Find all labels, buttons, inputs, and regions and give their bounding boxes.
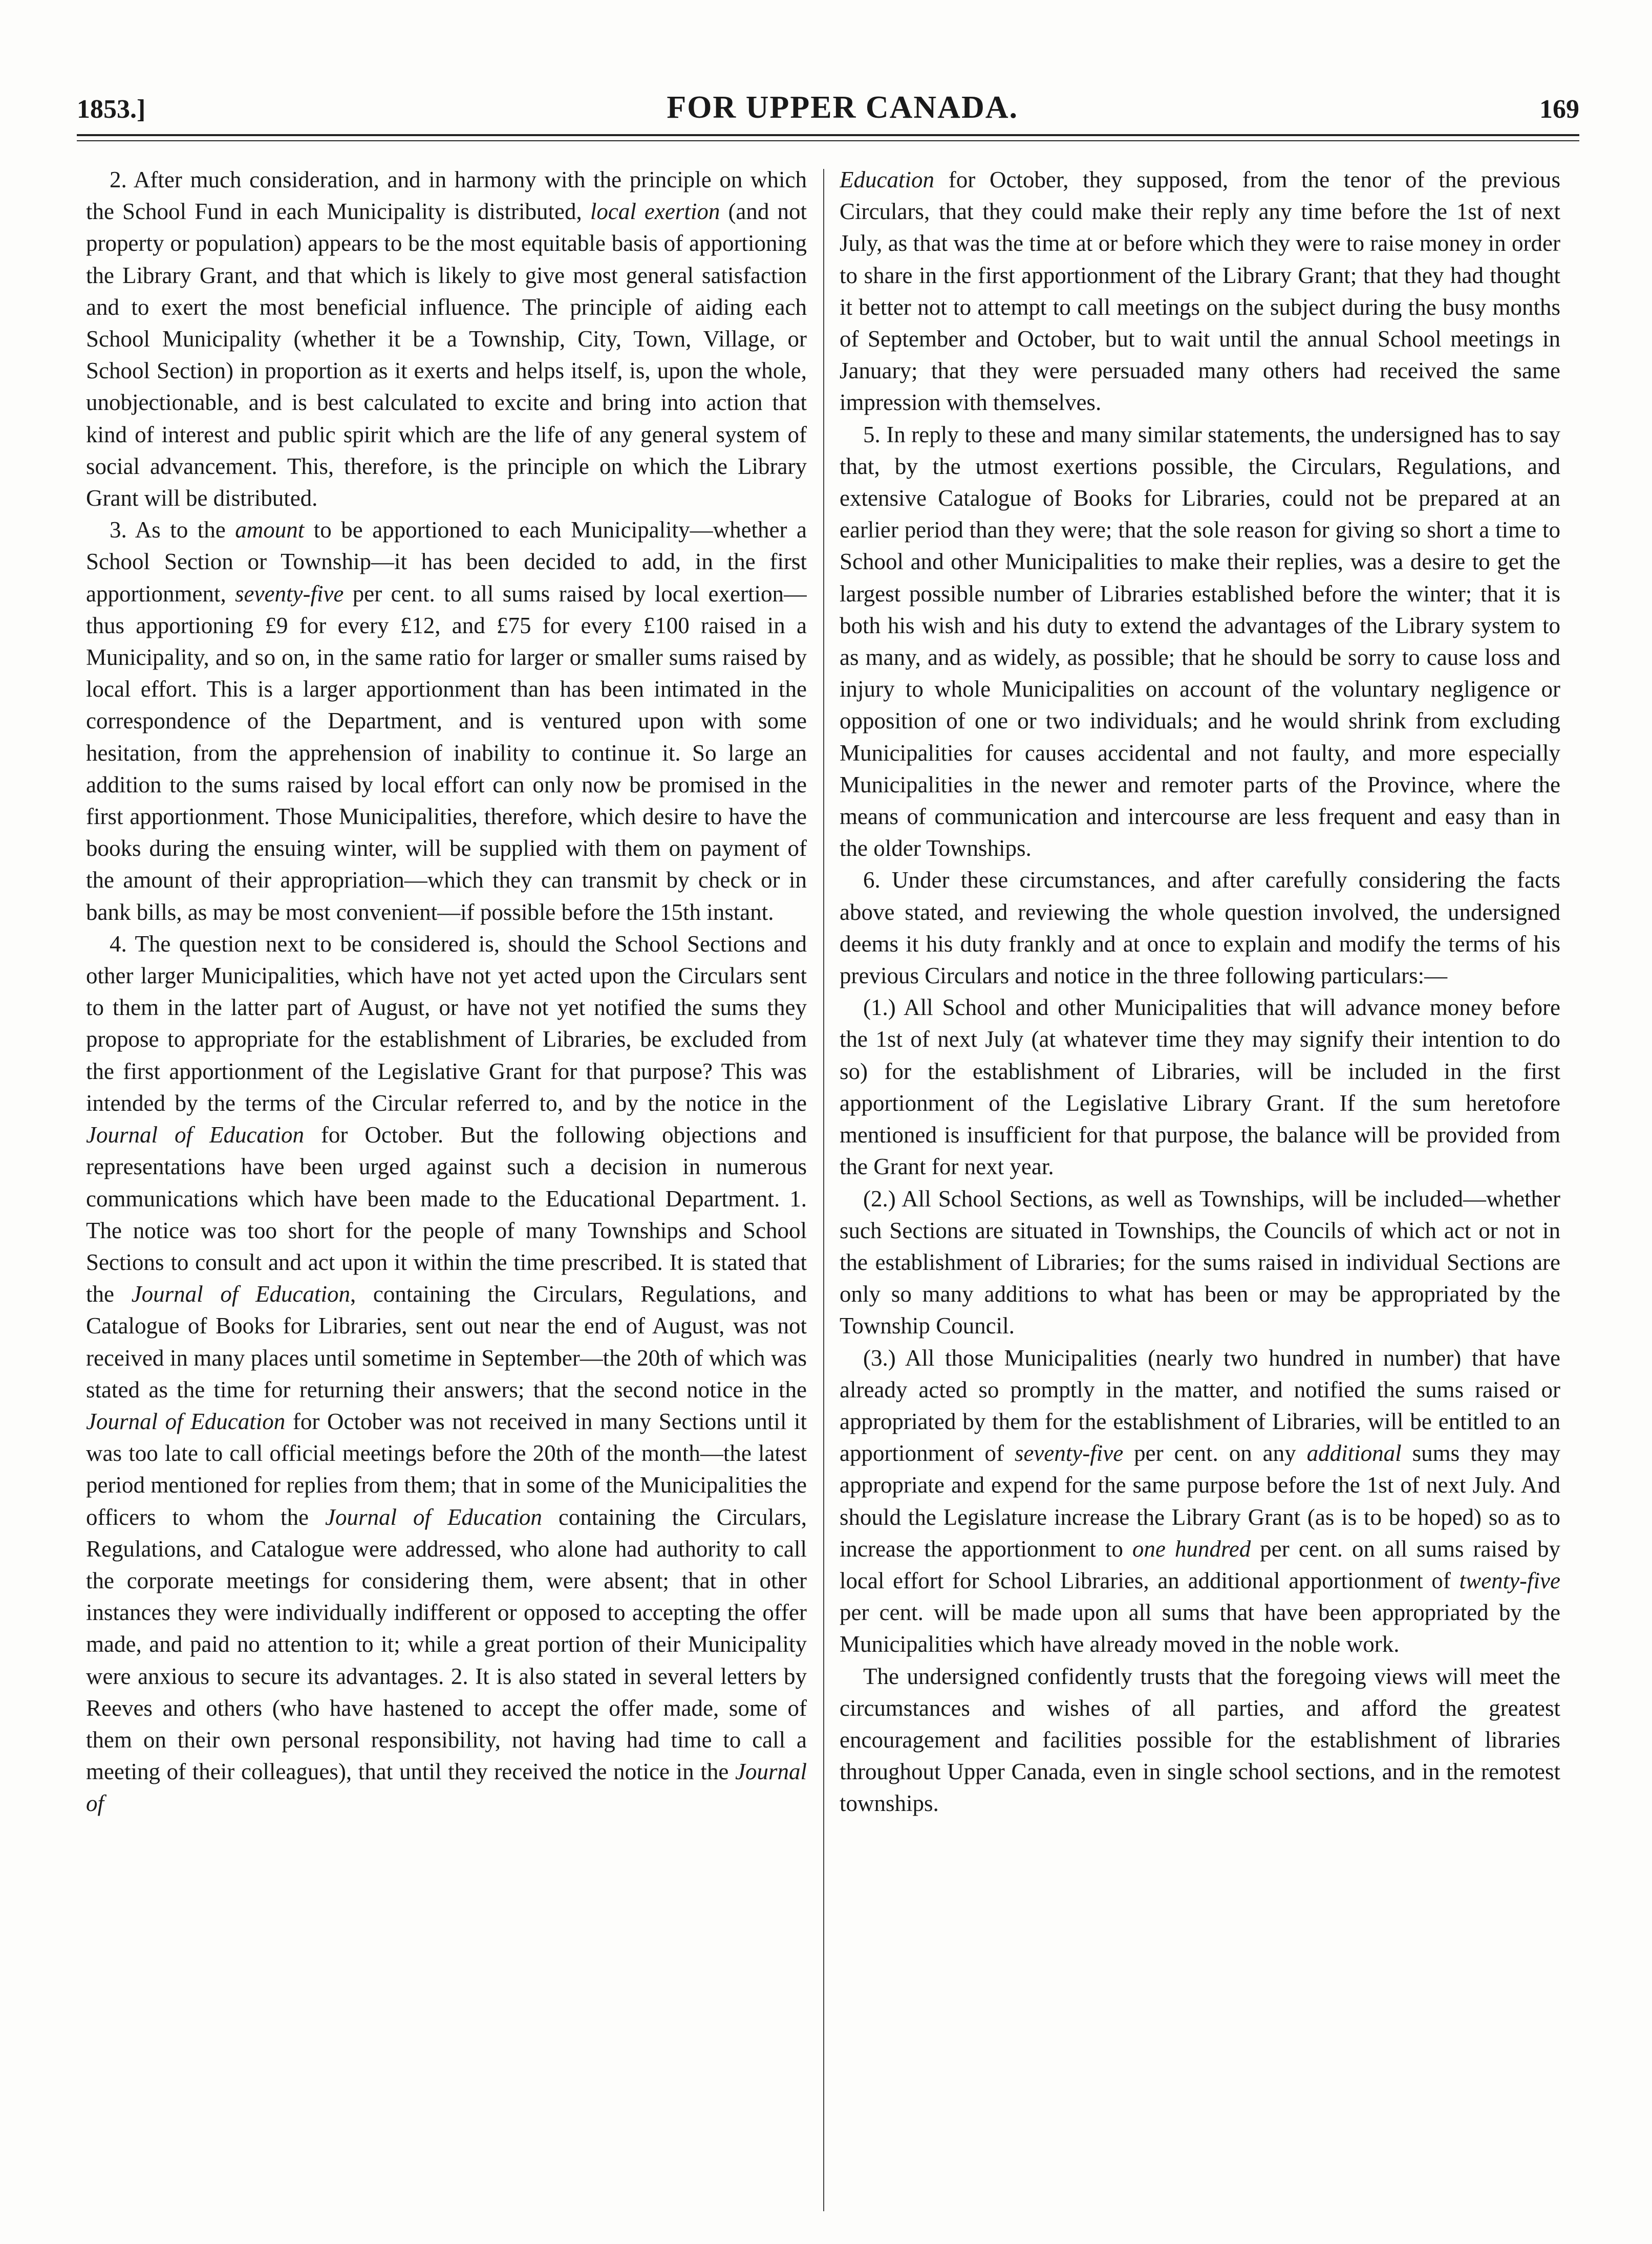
header-rule-thin (77, 140, 1579, 141)
page-number: 169 (1539, 95, 1579, 124)
paragraph-6-item-1: (1.) All School and other Municipalities that will advance money before the 1st of next July (at whatever time they may signify their intention to do so) for the establishment of Libraries, will be included in the first apportionment of the Legislative Library Grant. If the sum heretofore mentioned is insufficient for that purpose, the balance will be provided from the Grant for next year. (840, 995, 1560, 1180)
closing-paragraph: The undersigned confidently trusts that the foregoing views will meet the circumstances and wishes of all parties, and afford the greatest encouragement and facilities possible for the establishment of libraries throughout Upper Canada, even in single school sections, and in the remotest townships. (840, 1663, 1560, 1817)
column-divider (823, 169, 824, 2211)
paragraph-2: 2. After much consideration, and in harmony with the principle on which the School Fund in each Municipality is distributed, local exertion (and not property or population) appears to be the most equitable basis of apportioning the Library Grant, and that which is likely to give most general satisfaction and to exert the most beneficial influence. The principle of aiding each School Municipality (whether it be a Township, City, Town, Village, or School Section) in proportion as it exerts and helps itself, is, upon the whole, unobjectionable, and is best calculated to excite and bring into action that kind of interest and public spirit which are the life of any general system of social advancement. This, therefore, is the principle on which the Library Grant will be distributed. (86, 167, 807, 511)
paragraph-6-item-3: (3.) All those Municipalities (nearly two hundred in number) that have already acted so promptly in the matter, and notified the sums raised or appropriated by them for the establishment of Libraries, will be entitled to an apportionment of seventy-five per cent. on any additional sums they may appropriate and expend for the same purpose before the 1st of next July. And should the Legislature increase the Library Grant (as is to be hoped) so as to increase the apportionment to one hundred per cent. on all sums raised by local effort for School Libraries, an additional apportionment of twenty-five per cent. will be made upon all sums that have been appropriated by the Municipalities which have already moved in the noble work. (840, 1345, 1560, 1657)
paragraph-4-continued: Education for October, they supposed, from the tenor of the previous Circulars, that they could make their reply any time before the 1st of next July, as that was the time at or before which they were to raise money in order to share in the first apportionment of the Library Grant; that they had thought it better not to attempt to call meetings on the subject during the busy months of September and October, but to wait until the annual School meetings in January; that they were persuaded many others had received the same impression with themselves. (840, 167, 1560, 416)
paragraph-3: 3. As to the amount to be apportioned to each Municipality—whether a School Section or Township—it has been decided to add, in the first apportionment, seventy-five per cent. to all sums raised by local exertion—thus apportioning £9 for every £12, and £75 for every £100 raised in a Municipality, and so on, in the same ratio for larger or smaller sums raised by local effort. This is a larger apportionment than has been intimated in the correspondence of the Department, and is ventured upon with some hesitation, from the apprehension of inability to continue it. So large an addition to the sums raised by local effort can only now be promised in the first apportionment. Those Municipalities, therefore, which desire to have the books during the ensuing winter, will be supplied with them on payment of the amount of their appropriation—which they can transmit by check or in bank bills, as may be most convenient—if possible before the 15th instant. (86, 517, 807, 925)
paragraph-4: 4. The question next to be considered is, should the School Sections and other larger Municipalities, which have not yet acted upon the Circulars sent to them in the latter part of August, or have not yet notified the sums they propose to appropriate for the establishment of Libraries, be excluded from the first apportionment of the Legislative Grant for that purpose? This was intended by the terms of the Circular referred to, and by the notice in the Journal of Education for October. But the following objections and representations have been urged against such a decision in numerous communications which have been made to the Educational Department. 1. The notice was too short for the people of many Townships and School Sections to consult and act upon it within the time prescribed. It is stated that the Journal of Education, containing the Circulars, Regulations, and Catalogue of Books for Libraries, sent out near the end of August, was not received in many places until sometime in September—the 20th of which was stated as the time for returning their answers; that the second notice in the Journal of Education for October was not received in many Sections until it was too late to call official meetings before the 20th of the month—the latest period mentioned for replies from them; that in some of the Municipalities the officers to whom the Journal of Education containing the Circulars, Regulations, and Catalogue were addressed, who alone had authority to call the corporate meetings for considering them, were absent; that in other instances they were individually indifferent or opposed to accepting the offer made, and paid no attention to it; while a great portion of their Municipality were anxious to secure its advantages. 2. It is also stated in several letters by Reeves and others (who have hastened to accept the offer made, some of them on their own personal responsibility, not having had time to call a meeting of their colleagues), that until they received the notice in the Journal of (86, 931, 807, 1817)
running-header (77, 90, 1579, 131)
paragraph-6: 6. Under these circumstances, and after carefully considering the facts above stated, and reviewing the whole question involved, the undersigned deems it his duty frankly and at once to explain and modify the terms of his previous Circulars and notice in the three following particulars:— (840, 867, 1560, 989)
header-year: 1853.] (77, 95, 146, 124)
paragraph-6-item-2: (2.) All School Sections, as well as Townships, will be included—whether such Sections are situated in Townships, the Councils of which act or not in the establishment of Libraries; for the sums raised in individual Sections are only so many additions to what has been or may be appropriated by the Township Council. (840, 1185, 1560, 1339)
left-column (86, 164, 807, 2216)
header-title: FOR UPPER CANADA. (667, 90, 1018, 125)
header-rule (77, 134, 1579, 136)
paragraph-5: 5. In reply to these and many similar statements, the undersigned has to say that, by the utmost exertions possible, the Circulars, Regulations, and extensive Catalogue of Books for Libraries, could not be prepared at an earlier period than they were; that the sole reason for giving so short a time to School and other Municipalities to make their replies, was a desire to get the largest possible number of Libraries established before the winter; that it is both his wish and his duty to extend the advantages of the Library system to as many, and as widely, as possible; that he should be sorry to cause loss and injury to whole Municipalities on account of the voluntary negligence or opposition of one or two individuals; and he would shrink from excluding Municipalities for causes accidental and not faulty, and more especially Municipalities in the newer and remoter parts of the Province, where the means of communication and intercourse are less frequent and easy than in the older Townships. (840, 421, 1560, 861)
right-column (840, 164, 1560, 2216)
